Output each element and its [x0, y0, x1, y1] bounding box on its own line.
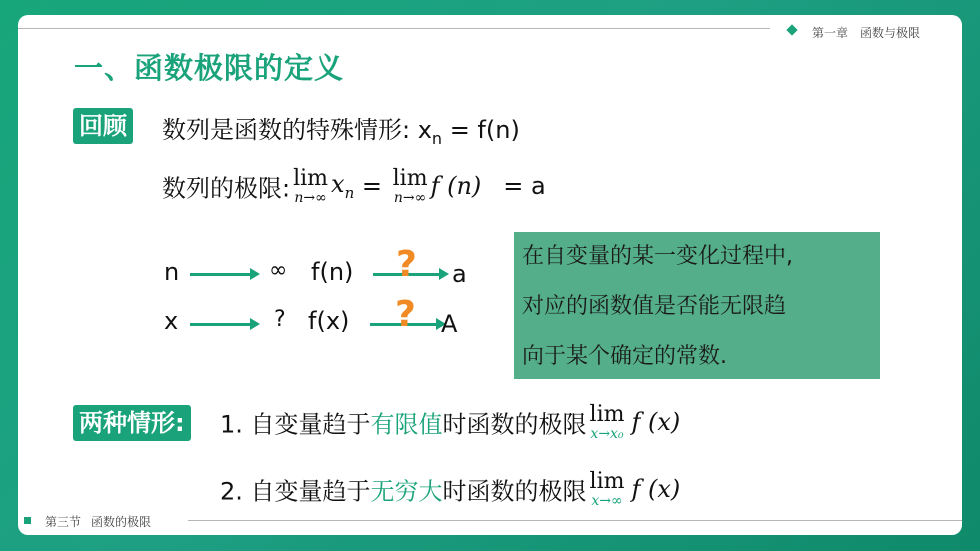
row1-question-mark: ?	[396, 244, 417, 285]
section-number: 第三节	[45, 515, 82, 529]
case1-lim-word: lim	[589, 402, 625, 427]
row1-function: f(n)	[311, 258, 354, 286]
case1-suffix: 时函数的极限	[442, 410, 587, 439]
row1-limit: a	[452, 260, 467, 288]
row1-arrow-1	[190, 273, 252, 276]
section-title: 函数的极限	[91, 515, 152, 529]
xn-sub: n	[344, 183, 355, 202]
chapter-number: 第一章	[812, 26, 849, 40]
case-2	[220, 470, 680, 508]
note-line-1: 在自变量的某一变化过程中,	[522, 244, 793, 269]
case2-suffix: 时函数的极限	[442, 477, 587, 506]
row2-question-mark: ?	[395, 294, 416, 335]
case1-lim	[590, 403, 625, 441]
review-text	[162, 110, 520, 148]
slide	[18, 15, 962, 535]
equals-sign: =	[354, 172, 390, 200]
review-formula-rest: = f(n)	[442, 116, 520, 144]
cases-badge: 两种情形:	[73, 405, 191, 441]
review-formula-sub: n	[431, 128, 443, 148]
note-line-2: 对应的函数值是否能无限趋	[522, 294, 787, 319]
row1-variable: n	[164, 258, 180, 286]
limit-result: = a	[503, 172, 546, 200]
row2-function: f(x)	[308, 307, 350, 335]
chapter-label	[812, 24, 932, 41]
review-badge: 回顾	[73, 108, 133, 144]
square-icon	[24, 517, 31, 524]
case1-prefix: 1. 自变量趋于	[220, 410, 371, 439]
case2-lim	[590, 470, 625, 508]
case1-function: f (x)	[631, 408, 681, 436]
lim-operator-2	[393, 167, 428, 205]
lim-subscript-2: n→∞	[393, 190, 427, 206]
chapter-title: 函数与极限	[860, 26, 921, 40]
case2-function: f (x)	[631, 475, 681, 503]
header-divider	[18, 28, 770, 29]
xn-symbol	[331, 170, 355, 202]
lim-operator	[293, 167, 328, 205]
case2-highlight: 无穷大	[370, 477, 443, 506]
case2-lim-word: lim	[589, 469, 625, 494]
row2-arrow-1	[190, 323, 252, 326]
diamond-icon	[786, 24, 797, 35]
page-title: 一、函数极限的定义	[74, 51, 345, 85]
row1-target: ∞	[269, 258, 288, 283]
case-1	[220, 403, 680, 441]
xn-x: x	[331, 170, 345, 199]
lim-subscript: n→∞	[294, 190, 327, 206]
fn-expression: f (n)	[430, 172, 482, 200]
note-line-3: 向于某个确定的常数.	[522, 344, 727, 369]
lim-word-2: lim	[392, 166, 428, 191]
review-description: 数列是函数的特殊情形:	[162, 116, 418, 144]
case1-lim-subscript: x→x₀	[590, 426, 624, 442]
sequence-limit-label: 数列的极限:	[162, 174, 291, 203]
section-label	[45, 513, 161, 530]
footer-divider	[188, 520, 962, 521]
case2-prefix: 2. 自变量趋于	[220, 477, 371, 506]
row2-target: ?	[274, 307, 286, 332]
sequence-limit-line	[162, 167, 546, 205]
review-formula-x: x	[417, 116, 432, 144]
row2-variable: x	[164, 307, 179, 335]
lim-word: lim	[293, 166, 329, 191]
definition-note	[514, 232, 880, 379]
row2-limit: A	[441, 310, 458, 338]
case2-lim-subscript: x→∞	[591, 493, 623, 509]
case1-highlight: 有限值	[370, 410, 443, 439]
